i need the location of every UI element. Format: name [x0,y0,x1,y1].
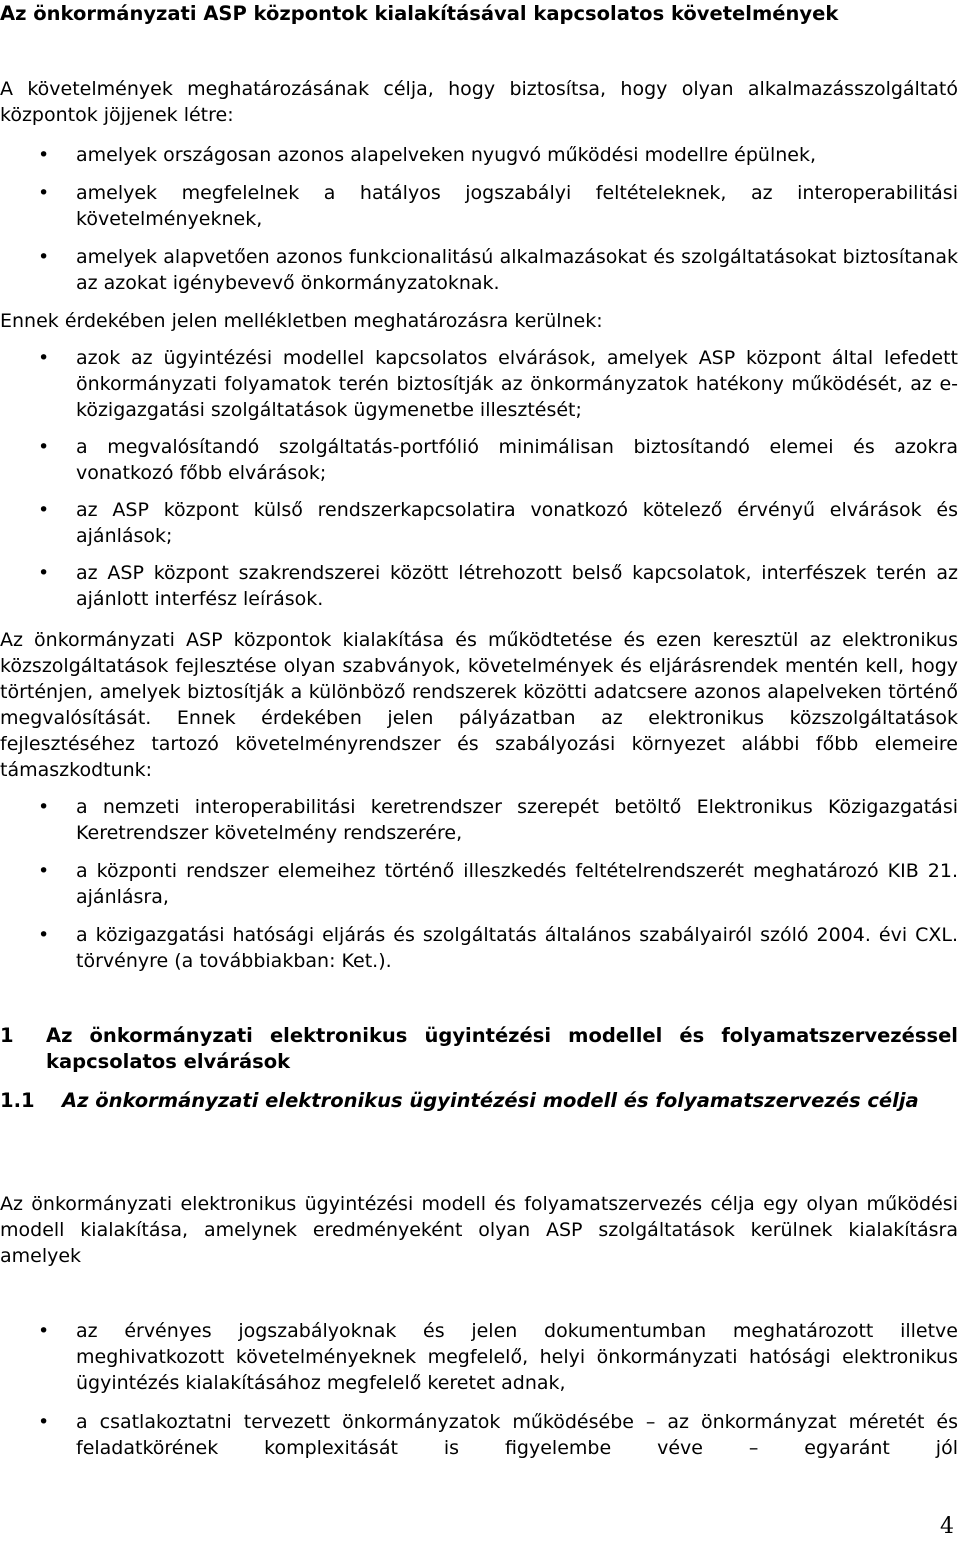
list-item [0,560,958,612]
list-item-text: amelyek megfelelnek a hatályos jogszabályi feltételeknek, az interoperabilitási követelményeknek, [76,182,958,230]
paragraph: Az önkormányzati elektronikus ügyintézési modell és folyamatszervezés célja egy olyan működési modell kialakítása, amelynek eredményeként olyan ASP szolgáltatások kerülnek kialakításra amelyek [0,1193,958,1267]
list-item-text: a nemzeti interoperabilitási keretrendszer szerepét betöltő Elektronikus Közigazgatási Keretrendszer követelmény rendszerére, [76,796,958,844]
section-number: 1 [0,1024,14,1047]
section-heading [0,1023,958,1075]
subsection-heading [0,1088,958,1114]
list-item [0,497,958,549]
list-item [0,244,958,296]
list-item [0,1409,958,1461]
asp-services-list [0,1318,958,1461]
requirements-list [0,142,958,296]
list-item [0,434,958,486]
list-item [0,794,958,846]
list-item [0,922,958,974]
bullet-icon: • [38,499,50,521]
list-item-text: az érvényes jogszabályoknak és jelen dokumentumban meghatározott illetve meghivatkozott követelményeknek megfelelő, helyi önkormányzati hatósági elektronikus ügyintézés kialakításához megfelelő keretet adnak, [76,1320,958,1394]
list-item [0,858,958,910]
page-title: Az önkormányzati ASP központok kialakításával kapcsolatos követelmények [0,2,839,25]
subsection-number: 1.1 [0,1089,35,1112]
list-item-text: a megvalósítandó szolgáltatás-portfólió minimálisan biztosítandó elemei és azokra vonatkozó főbb elvárások; [76,436,958,484]
list-item-text: azok az ügyintézési modellel kapcsolatos elvárások, amelyek ASP központ által lefedett önkormányzati folyamatok terén biztosítják az önkormányzatok hatékony működését, az e-közigazgatási szolgáltatások ügymenetbe illesztését; [76,347,958,421]
bullet-icon: • [38,347,50,369]
bullet-icon: • [38,246,50,268]
list-item-text: a központi rendszer elemeihez történő illeszkedés feltételrendszerét meghatározó KIB 21. ajánlásra, [76,860,958,908]
bullet-icon: • [38,562,50,584]
page-number: 4 [940,1514,954,1539]
bullet-icon: • [38,796,50,818]
list-item [0,345,958,423]
bullet-icon: • [38,144,50,166]
bullet-icon: • [38,1320,50,1342]
determinations-list [0,345,958,612]
list-item [0,1318,958,1396]
bullet-icon: • [38,182,50,204]
list-item [0,180,958,232]
section-heading-text: Az önkormányzati elektronikus ügyintézési modellel és folyamatszervezéssel kapcsolatos elvárások [46,1024,958,1073]
intro-paragraph: A követelmények meghatározásának célja, hogy biztosítsa, hogy olyan alkalmazásszolgáltató központok jöjjenek létre: [0,78,958,126]
paragraph: Ennek érdekében jelen mellékletben meghatározásra kerülnek: [0,310,603,332]
list-item [0,142,958,168]
list-item-text: amelyek alapvetően azonos funkcionalitású alkalmazásokat és szolgáltatásokat biztosítanak az azokat igénybevevő önkormányzatoknak. [76,246,958,294]
bullet-icon: • [38,924,50,946]
list-item-text: a csatlakoztatni tervezett önkormányzatok működésébe – az önkormányzat méretét és feladatkörének komplexitását is figyelembe véve – egyaránt jól [76,1411,958,1459]
paragraph: Az önkormányzati ASP központok kialakítása és működtetése és ezen keresztül az elektronikus közszolgáltatások fejlesztése olyan szabványok, követelmények és eljárásrendek mentén kell, hogy történjen, amelyek biztosítják a különböző rendszerek közötti adatcsere azonos alapelveken történő megvalósítását. Ennek érdekében jelen pályázatban az elektronikus közszolgáltatások fejlesztéséhez tartozó követelményrendszer és szabályozási környezet alábbi főbb elemeire támaszkodtunk: [0,629,958,781]
list-item-text: az ASP központ külső rendszerkapcsolatira vonatkozó kötelező érvényű elvárások és ajánlások; [76,499,958,547]
bullet-icon: • [38,436,50,458]
list-item-text: az ASP központ szakrendszerei között létrehozott belső kapcsolatok, interfészek terén az ajánlott interfész leírások. [76,562,958,610]
list-item-text: amelyek országosan azonos alapelveken nyugvó működési modellre épülnek, [76,144,816,166]
bullet-icon: • [38,1411,50,1433]
list-item-text: a közigazgatási hatósági eljárás és szolgáltatás általános szabályairól szóló 2004. évi CXL. törvényre (a továbbiakban: Ket.). [76,924,958,972]
bullet-icon: • [38,860,50,882]
subsection-heading-text: Az önkormányzati elektronikus ügyintézési modell és folyamatszervezés célja [62,1089,919,1112]
framework-list [0,794,958,974]
